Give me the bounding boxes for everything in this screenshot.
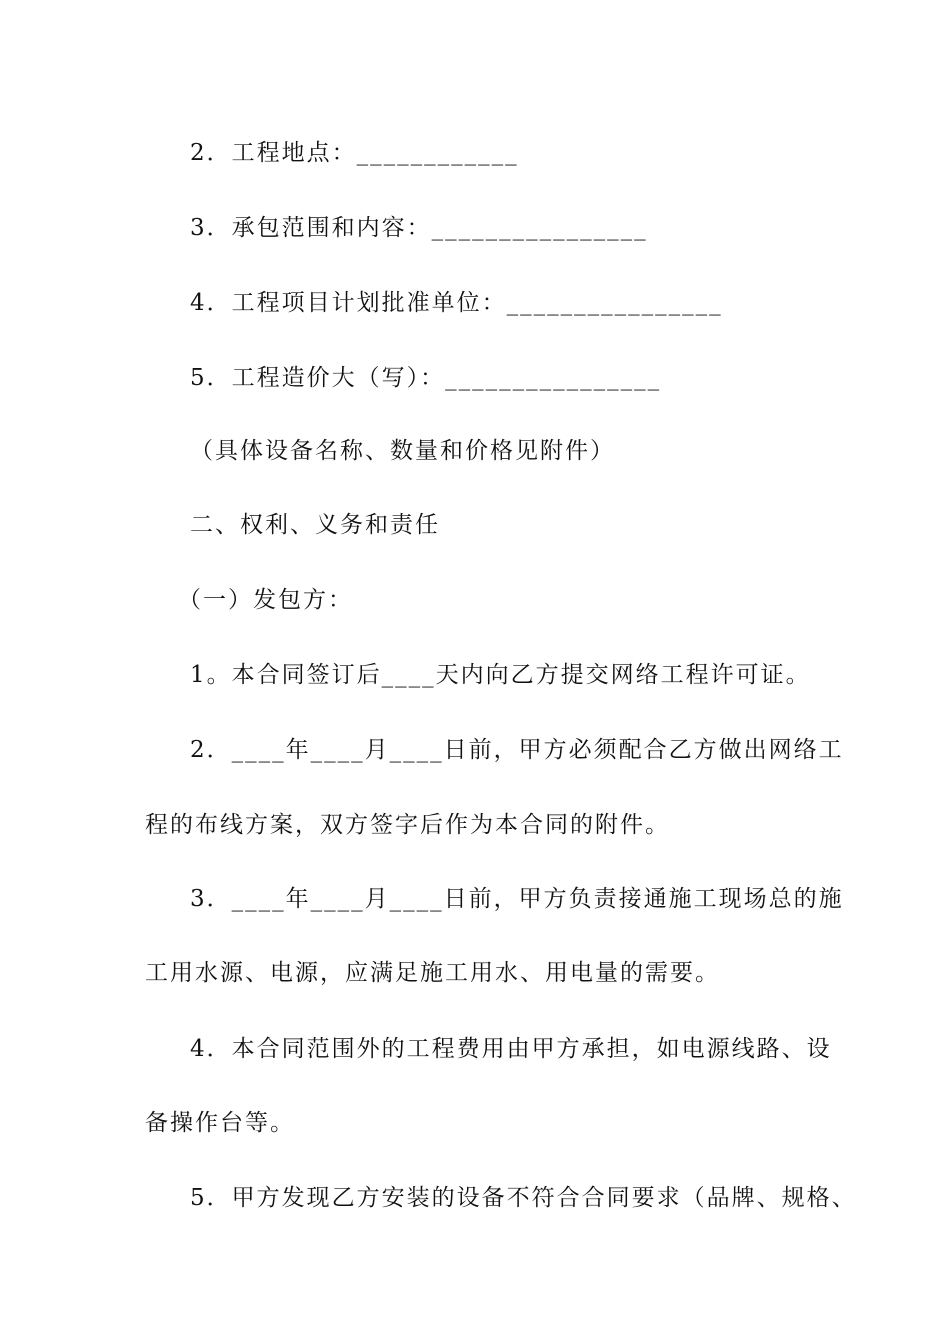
clause-2: 2．____年____月____日前，甲方必须配合乙方做出网络工 <box>190 737 844 763</box>
clause-5: 5．甲方发现乙方安装的设备不符合合同要求（品牌、规格、 <box>190 1185 857 1211</box>
section-heading-rights: 二、权利、义务和责任 <box>190 512 440 538</box>
item-project-location: 2．工程地点：____________ <box>190 140 519 166</box>
clause-4-continued: 备操作台等。 <box>145 1110 295 1136</box>
item-approval-unit: 4．工程项目计划批准单位：________________ <box>190 290 723 316</box>
clause-3: 3．____年____月____日前，甲方负责接通施工现场总的施 <box>190 886 844 912</box>
item-project-cost: 5．工程造价大（写）：________________ <box>190 365 662 391</box>
note-equipment-annex: （具体设备名称、数量和价格见附件） <box>190 438 615 464</box>
clause-3-continued: 工用水源、电源，应满足施工用水、用电量的需要。 <box>145 960 720 986</box>
clause-2-continued: 程的布线方案，双方签字后作为本合同的附件。 <box>145 812 670 838</box>
clause-1: 1。本合同签订后____天内向乙方提交网络工程许可证。 <box>190 662 811 688</box>
clause-4: 4．本合同范围外的工程费用由甲方承担，如电源线路、设 <box>190 1036 832 1062</box>
item-contract-scope: 3．承包范围和内容：________________ <box>190 215 648 241</box>
subsection-heading-employer: （一）发包方： <box>178 587 353 613</box>
